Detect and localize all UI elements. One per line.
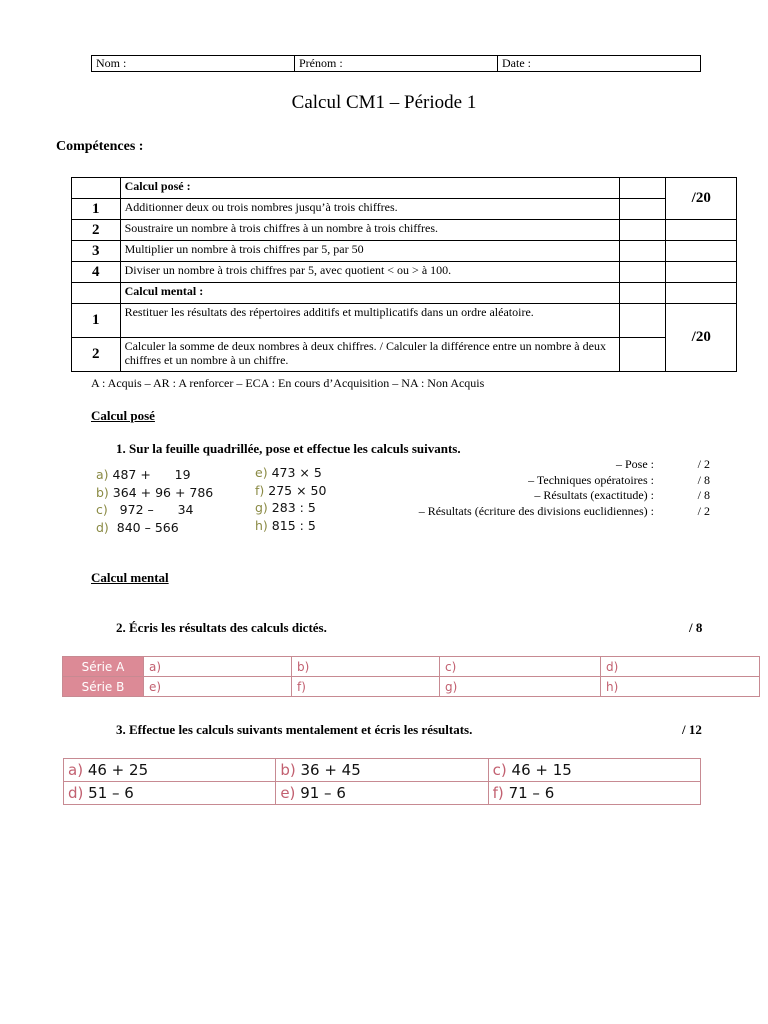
mental-calc-cell[interactable]: e) 91 – 6: [276, 782, 488, 805]
mental-calc-table: [63, 758, 701, 805]
comp-text: Multiplier un nombre à trois chiffres par 5, par 50: [120, 241, 619, 262]
eval-cell[interactable]: [666, 241, 737, 262]
section-calcul-mental: Calcul mental: [91, 570, 169, 585]
answer-cell[interactable]: c): [440, 657, 601, 677]
comp-text: Soustraire un nombre à trois chiffres à un nombre à trois chiffres.: [120, 220, 619, 241]
grading-row: – Techniques opératoires : / 8: [528, 472, 710, 487]
mental-calc-cell[interactable]: f) 71 – 6: [488, 782, 700, 805]
name-field[interactable]: Nom :: [92, 56, 295, 72]
comp-text: Restituer les résultats des répertoires additifs et multiplicatifs dans un ordre aléatoire.: [120, 304, 619, 338]
competences-table: [71, 177, 737, 372]
section-calcul-pose: Calcul posé: [91, 408, 155, 423]
eval-cell[interactable]: [619, 241, 666, 262]
exercise-2-score: / 8: [689, 620, 703, 635]
eval-cell[interactable]: [666, 220, 737, 241]
exercise-1-grading: [360, 457, 710, 519]
answer-cell[interactable]: d): [601, 657, 760, 677]
calc-item: f) 275 × 50: [255, 482, 327, 498]
eval-cell[interactable]: [619, 220, 666, 241]
grading-row: – Résultats (écriture des divisions euclidiennes) : / 2: [418, 503, 710, 518]
mental-calc-cell[interactable]: c) 46 + 15: [488, 759, 700, 782]
calc-item: h) 815 : 5: [255, 517, 316, 533]
page-title: Calcul CM1 – Période 1: [291, 92, 477, 113]
eval-cell[interactable]: [619, 199, 666, 220]
exercise-3-score: / 12: [682, 722, 702, 737]
comp-num: 4: [72, 262, 121, 283]
eval-cell[interactable]: [666, 262, 737, 283]
comp-text: Calculer la somme de deux nombres à deux chiffres. / Calculer la différence entre un nombre à deux chiffres et un nombre à un chiffre.: [120, 338, 619, 372]
comp-num: 1: [72, 304, 121, 338]
comp-num-cell: [72, 178, 121, 199]
comp-text: Additionner deux ou trois nombres jusqu’à trois chiffres.: [120, 199, 619, 220]
dictated-calc-table: [62, 656, 760, 697]
comp-num: 3: [72, 241, 121, 262]
calcul-mental-header: Calcul mental :: [120, 283, 619, 304]
comp-num: 1: [72, 199, 121, 220]
calc-item: d) 840 – 566: [96, 519, 179, 535]
answer-cell[interactable]: a): [144, 657, 292, 677]
comp-num: 2: [72, 220, 121, 241]
serie-b-label: Série B: [63, 677, 144, 697]
calc-item: g) 283 : 5: [255, 500, 316, 515]
exercise-2-title: 2. Écris les résultats des calculs dictés.: [116, 620, 327, 635]
calc-item: b) 364 + 96 + 786: [96, 484, 214, 500]
mental-calc-cell[interactable]: a) 46 + 25: [64, 759, 276, 782]
eval-cell[interactable]: [619, 262, 666, 283]
calcul-mental-score: /20: [666, 304, 737, 372]
eval-cell[interactable]: [619, 178, 666, 199]
answer-cell[interactable]: b): [292, 657, 440, 677]
eval-cell[interactable]: [666, 283, 737, 304]
serie-a-label: Série A: [63, 657, 144, 677]
answer-cell[interactable]: h): [601, 677, 760, 697]
answer-cell[interactable]: g): [440, 677, 601, 697]
answer-cell[interactable]: f): [292, 677, 440, 697]
calc-item: e) 473 × 5: [255, 465, 322, 480]
legend: A : Acquis – AR : A renforcer – ECA : En cours d’Acquisition – NA : Non Acquis: [91, 376, 485, 390]
comp-text: Diviser un nombre à trois chiffres par 5, avec quotient < ou > à 100.: [120, 262, 619, 283]
comp-num: 2: [72, 338, 121, 372]
identity-table: [91, 55, 701, 72]
exercise-3-title: 3. Effectue les calculs suivants mentalement et écris les résultats.: [116, 722, 473, 737]
calcul-pose-header: Calcul posé :: [120, 178, 619, 199]
grading-row: – Résultats (exactitude) : / 8: [534, 488, 710, 502]
eval-cell[interactable]: [619, 283, 666, 304]
firstname-field[interactable]: Prénom :: [295, 56, 498, 72]
comp-num-cell: [72, 283, 121, 304]
mental-calc-cell[interactable]: b) 36 + 45: [276, 759, 488, 782]
competences-label: Compétences :: [56, 139, 144, 154]
calcul-pose-score: /20: [666, 178, 737, 220]
exercise-1-title: 1. Sur la feuille quadrillée, pose et effectue les calculs suivants.: [116, 441, 461, 456]
mental-calc-cell[interactable]: d) 51 – 6: [64, 782, 276, 805]
eval-cell[interactable]: [619, 338, 666, 372]
calc-item: c) 972 – 34: [96, 502, 194, 517]
eval-cell[interactable]: [619, 304, 666, 338]
answer-cell[interactable]: e): [144, 677, 292, 697]
date-field[interactable]: Date :: [498, 56, 701, 72]
calc-item: a) 487 + 19: [96, 467, 191, 482]
exercise-1-col1: [96, 466, 213, 536]
grading-row: – Pose : / 2: [615, 457, 710, 471]
exercise-1-col2: [255, 464, 326, 534]
